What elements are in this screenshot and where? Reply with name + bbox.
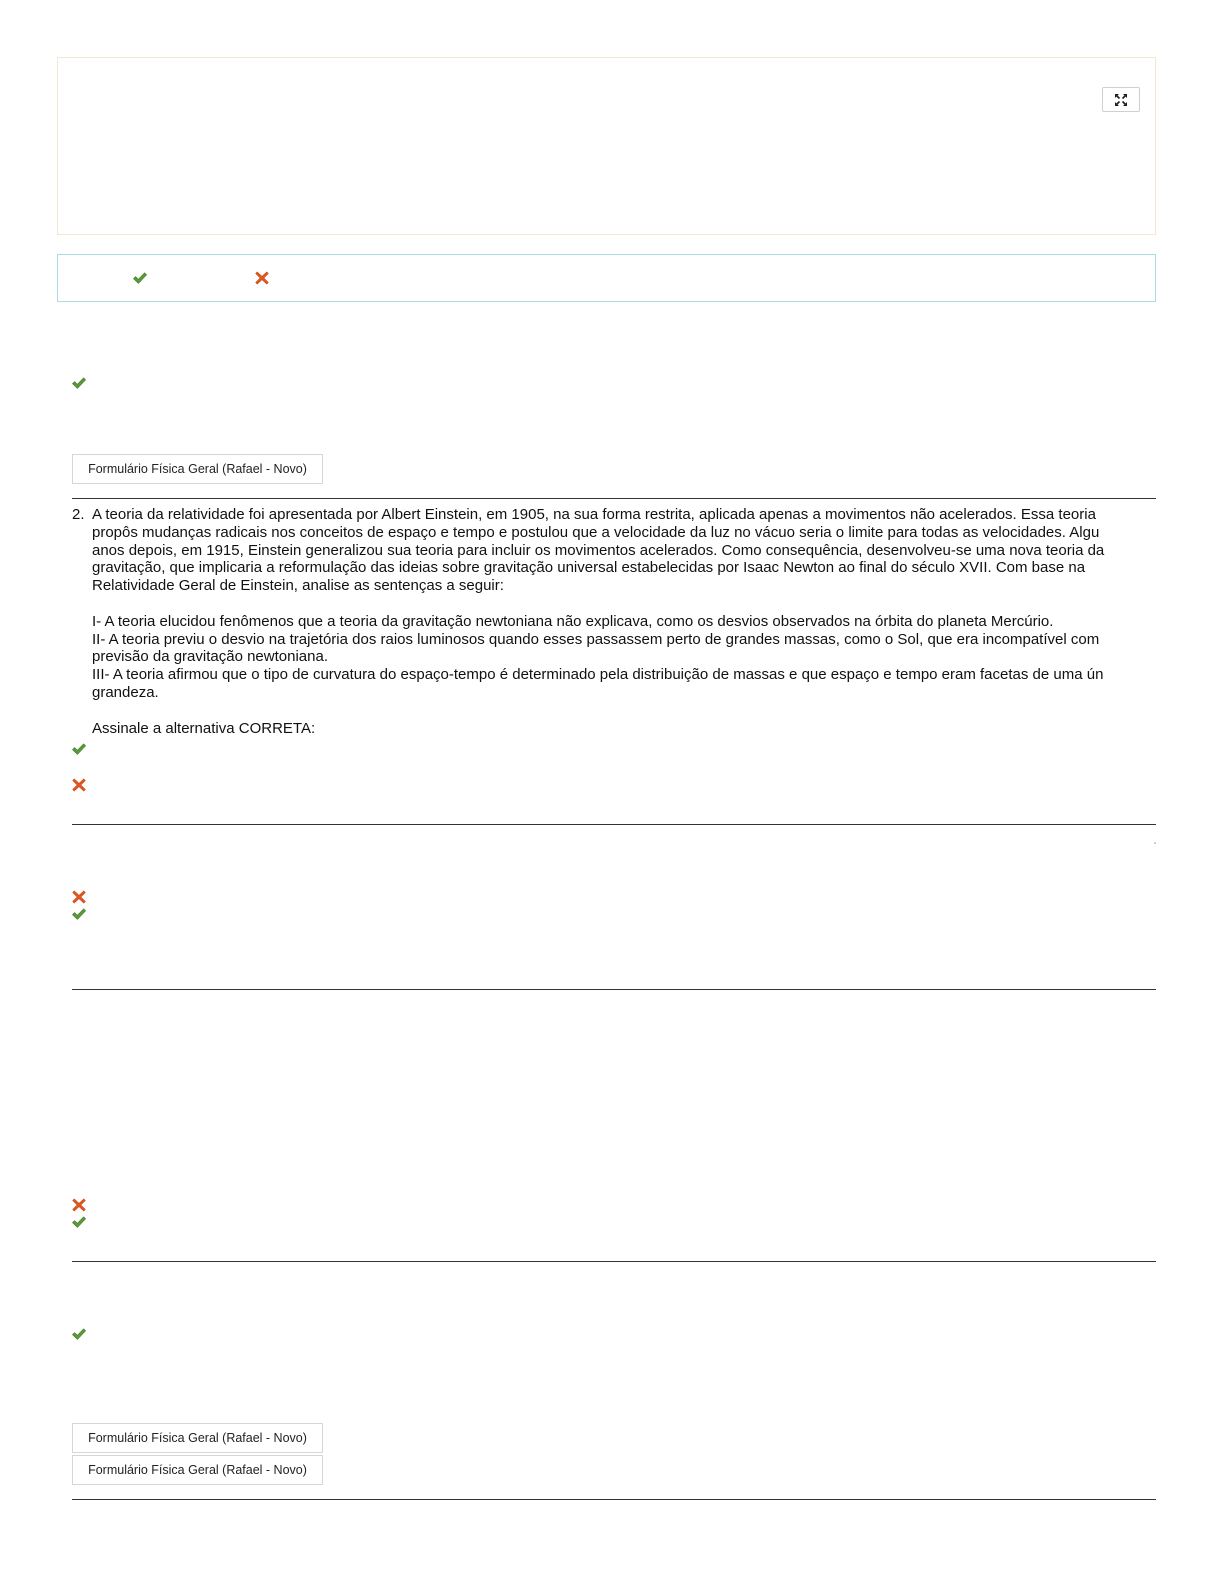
question-line: propôs mudanças radicais nos conceitos de espaço e tempo e postulou que a velocidade da luz no vácuo seria o limite para todas as velocidades. Algu (92, 523, 1100, 541)
checkmark-icon (71, 375, 87, 391)
expand-arrows-icon (1114, 93, 1128, 107)
checkmark-icon (71, 1214, 87, 1230)
checkmark-icon (71, 906, 87, 922)
question-line: gravitação, que implicaria a reformulação das ideias sobre gravitação universal estabelecidas por Isaac Newton ao final do século XVII. Com base na (92, 559, 1086, 577)
question-number: 2. (72, 506, 85, 523)
cross-icon (71, 1197, 87, 1213)
question-prompt: Assinale a alternativa CORRETA: (92, 719, 316, 737)
divider (72, 824, 1156, 825)
marker (1154, 842, 1156, 844)
divider (72, 989, 1156, 990)
cross-icon (71, 777, 87, 793)
checkmark-icon (71, 741, 87, 757)
question-2 (72, 506, 1156, 738)
divider (72, 1499, 1156, 1500)
formulario-button[interactable]: Formulário Física Geral (Rafael - Novo) (72, 1455, 323, 1485)
expand-button[interactable] (1102, 87, 1140, 112)
legend-panel (57, 254, 1156, 302)
top-panel (57, 57, 1156, 235)
question-line: anos depois, em 1915, Einstein generalizou sua teoria para incluir os movimentos acelerados. Como consequência, desenvolveu-se uma nova teoria da (92, 541, 1105, 559)
checkmark-icon (71, 1326, 87, 1342)
statement-3: III- A teoria afirmou que o tipo de curvatura do espaço-tempo é determinado pela distribuição de massas e que espaço e tempo eram facetas de uma ún (92, 666, 1104, 684)
statement-3-cont: grandeza. (92, 683, 159, 701)
formulario-button[interactable]: Formulário Física Geral (Rafael - Novo) (72, 454, 323, 484)
question-text (92, 506, 1156, 737)
divider (72, 498, 1156, 499)
cross-icon (254, 270, 270, 286)
divider (72, 1261, 1156, 1262)
question-line: Relatividade Geral de Einstein, analise as sentenças a seguir: (92, 577, 504, 595)
formulario-button[interactable]: Formulário Física Geral (Rafael - Novo) (72, 1423, 323, 1453)
checkmark-icon (132, 270, 148, 286)
statement-1: I- A teoria elucidou fenômenos que a teoria da gravitação newtoniana não explicava, como os desvios observados na órbita do planeta Mercúrio. (92, 612, 1054, 630)
question-line: A teoria da relatividade foi apresentada por Albert Einstein, em 1905, na sua forma restrita, aplicada apenas a movimentos não acelerados. Essa teoria (92, 506, 1096, 523)
cross-icon (71, 889, 87, 905)
statement-2-cont: previsão da gravitação newtoniana. (92, 648, 328, 666)
statement-2: II- A teoria previu o desvio na trajetória dos raios luminosos quando esses passassem perto de grandes massas, como o Sol, que era incompatível com (92, 630, 1100, 648)
